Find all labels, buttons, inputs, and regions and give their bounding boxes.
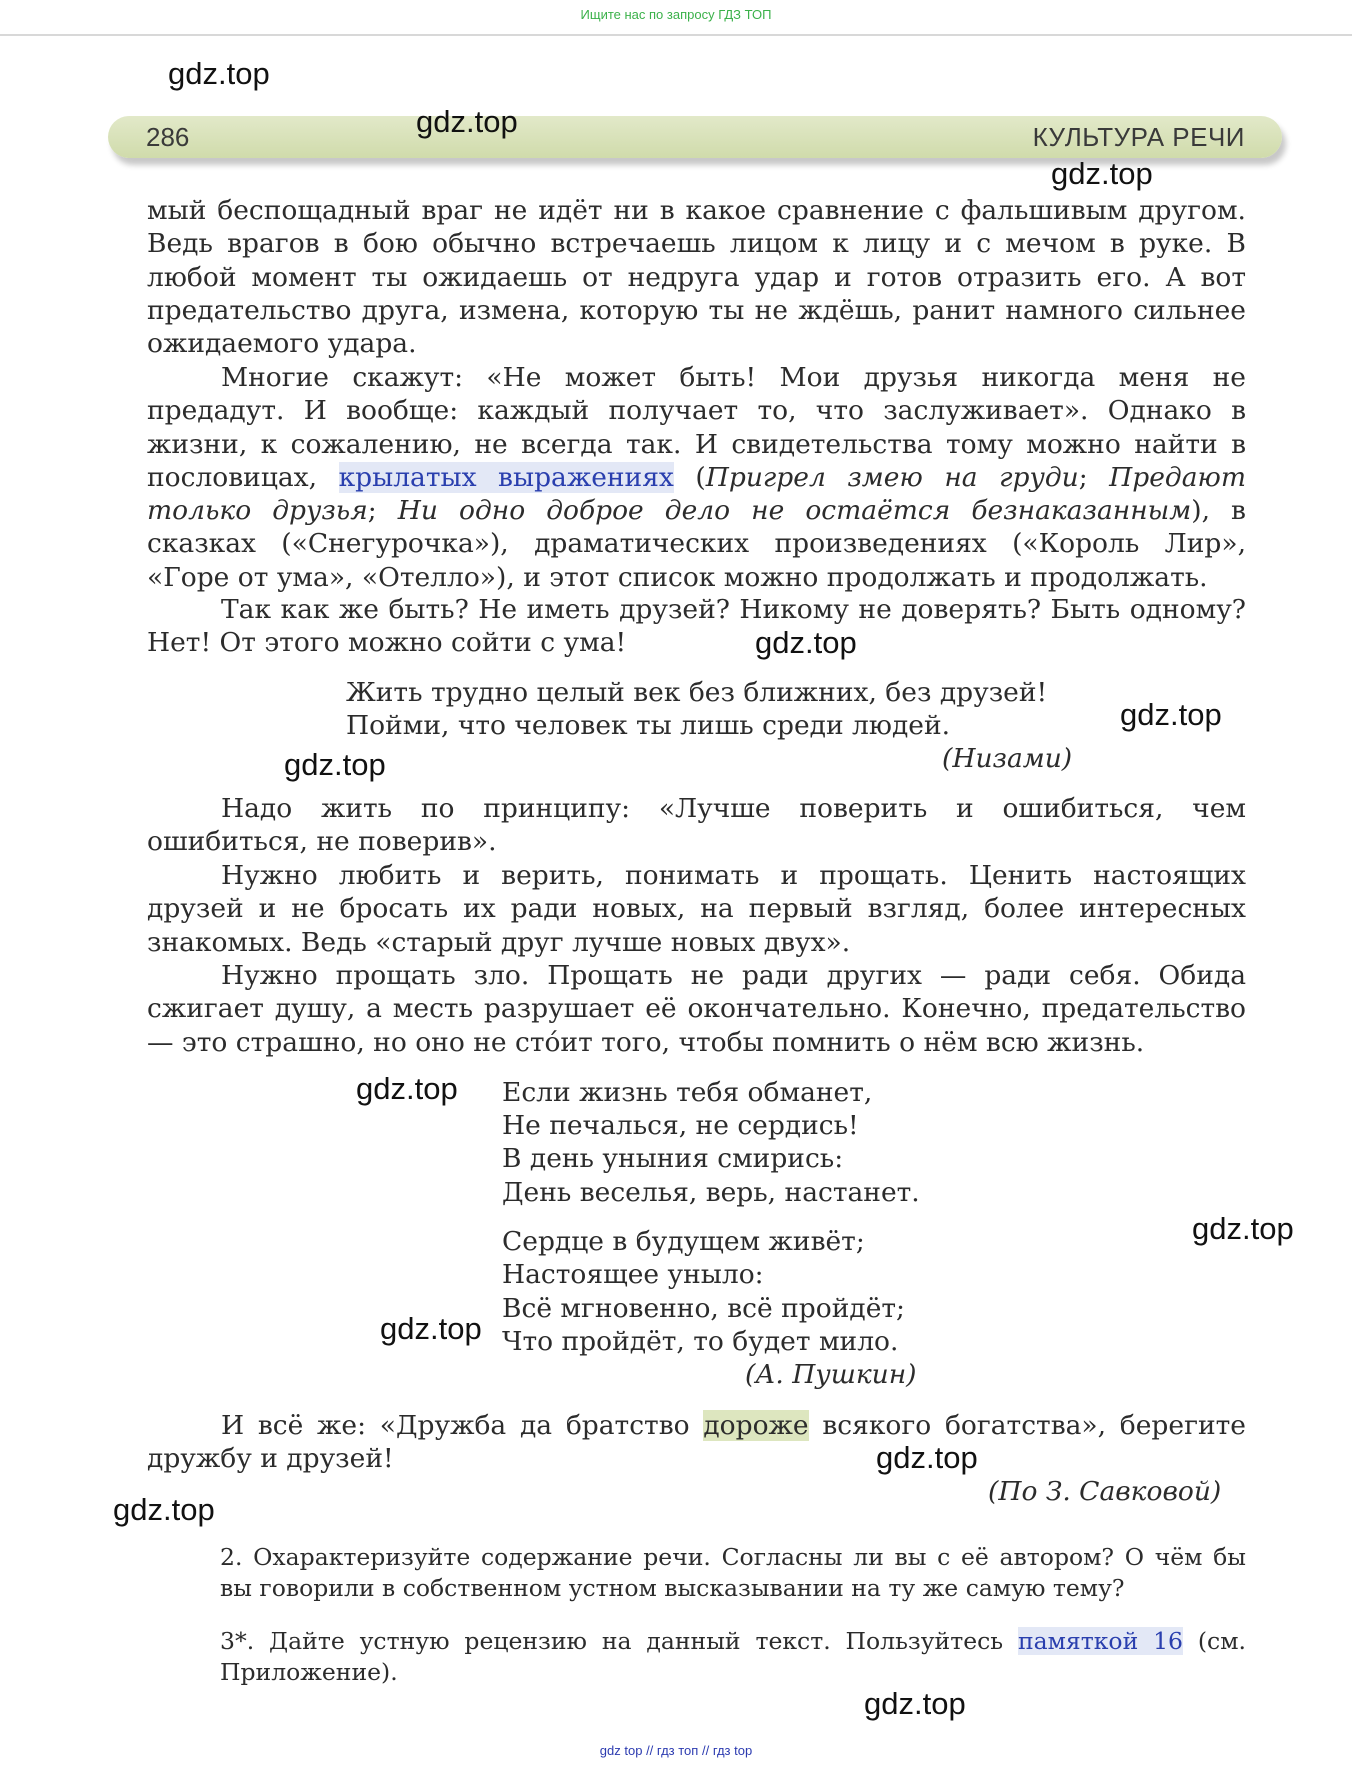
poem-line: День веселья, верь, настанет. [502, 1177, 920, 1208]
paragraph-4: Надо жить по принципу: «Лучше поверить и ошибиться, чем ошибиться, не поверив». [147, 793, 1246, 858]
proverb-3: Ни одно доброе дело не остаётся безнаказанным [397, 495, 1192, 527]
paragraph-7-text-b: всякого богатства», берегите дружбу и друзей! [147, 1410, 1246, 1475]
watermark: gdz.top [113, 1492, 215, 1527]
proverb-2: Предают только друзья [147, 461, 1246, 527]
section-title: КУЛЬТУРА РЕЧИ [1032, 122, 1245, 152]
watermark: gdz.top [876, 1440, 978, 1475]
memo-16-link[interactable]: памяткой 16 [1017, 1627, 1184, 1655]
pushkin-attribution: (А. Пушкин) [745, 1359, 917, 1390]
task-3 [220, 1626, 1246, 1688]
term-link-krylatye-vyrazheniya[interactable]: крылатых выражениях [338, 461, 674, 493]
nizami-line-1: Жить трудно целый век без ближних, без друзей! [346, 677, 1048, 708]
watermark: gdz.top [168, 56, 270, 91]
task-2: 2. Охарактеризуйте содержание речи. Согласны ли вы с её автором? О чём бы вы говорили в собственном устном высказывании на ту же самую тему? [220, 1543, 1246, 1602]
poem-line: Сердце в будущем живёт; [502, 1226, 865, 1257]
watermark: gdz.top [356, 1071, 458, 1106]
poem-line: Не печалься, не сердись! [502, 1110, 859, 1141]
footer-separator: // [646, 1743, 654, 1758]
paragraph-2 [147, 361, 1246, 594]
highlighted-word: дороже [703, 1410, 809, 1441]
paragraph-1: мый беспощадный враг не идёт ни в какое сравнение с фальшивым другом. Ведь врагов в бою обычно встречаешь лицом к лицу и с мечом в руке. В любой момент ты ожидаешь от недруга удар и готов отразить его. А вот предательство друга, измена, которую ты не ждёшь, ранит намного сильнее ожидаемого удара. [147, 195, 1246, 360]
nizami-line-2: Пойми, что человек ты лишь среди людей. [346, 710, 951, 741]
watermark: gdz.top [864, 1686, 966, 1721]
poem-line: Если жизнь тебя обманет, [502, 1077, 873, 1108]
paragraph-2-text-c: ), в сказках («Снегурочка»), драматических произведениях («Король Лир», «Горе от ума», «Отелло»), и этот список можно продолжать и продолжать. [147, 495, 1246, 593]
footer-link[interactable]: gdz top [599, 1743, 643, 1758]
footer-link[interactable]: гдз top [712, 1743, 753, 1758]
paragraph-3: Так как же быть? Не иметь друзей? Никому не доверять? Быть одному? Нет! От этого можно сойти с ума! [147, 594, 1246, 659]
watermark: gdz.top [755, 625, 857, 660]
paragraph-6: Нужно прощать зло. Прощать не ради других — ради себя. Обида сжигает душу, а месть разрушает её окончательно. Конечно, предательство — это страшно, но оно не сто́ит того, чтобы помнить о нём всю жизнь. [147, 960, 1246, 1058]
poem-line: Всё мгновенно, всё пройдёт; [502, 1293, 905, 1324]
proverb-1: Пригрел змею на груди [705, 461, 1079, 493]
paragraph-2-text-a: Многие скажут: «Не может быть! Мои друзья никогда меня не предадут. И вообще: каждый получает то, что заслуживает». Однако в жизни, к сожалению, не всегда так. И свидетельства тому можно найти в пословицах, [147, 362, 1246, 493]
watermark: gdz.top [284, 747, 386, 782]
paragraph-5: Нужно любить и верить, понимать и прощать. Ценить настоящих друзей и не бросать их ради новых, на первый взгляд, более интересных знакомых. Ведь «старый друг лучше новых двух». [147, 860, 1246, 958]
footer-separator: // [701, 1743, 710, 1758]
paragraph-2-open-paren: ( [695, 461, 706, 493]
separator: ; [367, 495, 398, 527]
footer-link[interactable]: гдз топ [656, 1743, 699, 1758]
poem-line: В день уныния смирись: [502, 1143, 844, 1174]
watermark: gdz.top [416, 104, 518, 139]
watermark: gdz.top [1192, 1211, 1294, 1246]
top-banner: Ищите нас по запросу ГДЗ ТОП [0, 0, 1352, 36]
poem-line: Что пройдёт, то будет мило. [502, 1326, 899, 1357]
page-number: 286 [146, 122, 190, 152]
watermark: gdz.top [1120, 697, 1222, 732]
poem-line: Настоящее уныло: [502, 1259, 764, 1290]
task-3-text-a: 3*. Дайте устную рецензию на данный текст. Пользуйтесь [220, 1627, 1004, 1655]
watermark: gdz.top [1051, 156, 1153, 191]
nizami-attribution: (Низами) [942, 743, 1073, 774]
watermark: gdz.top [380, 1311, 482, 1346]
task-3-text-b: (см. Приложение). [220, 1627, 1246, 1686]
footer-links [0, 1743, 1352, 1758]
source-attribution: (По З. Савковой) [988, 1476, 1222, 1507]
separator: ; [1078, 461, 1110, 493]
paragraph-7 [147, 1409, 1246, 1476]
paragraph-7-text-a: И всё же: «Дружба да братство [221, 1410, 690, 1441]
